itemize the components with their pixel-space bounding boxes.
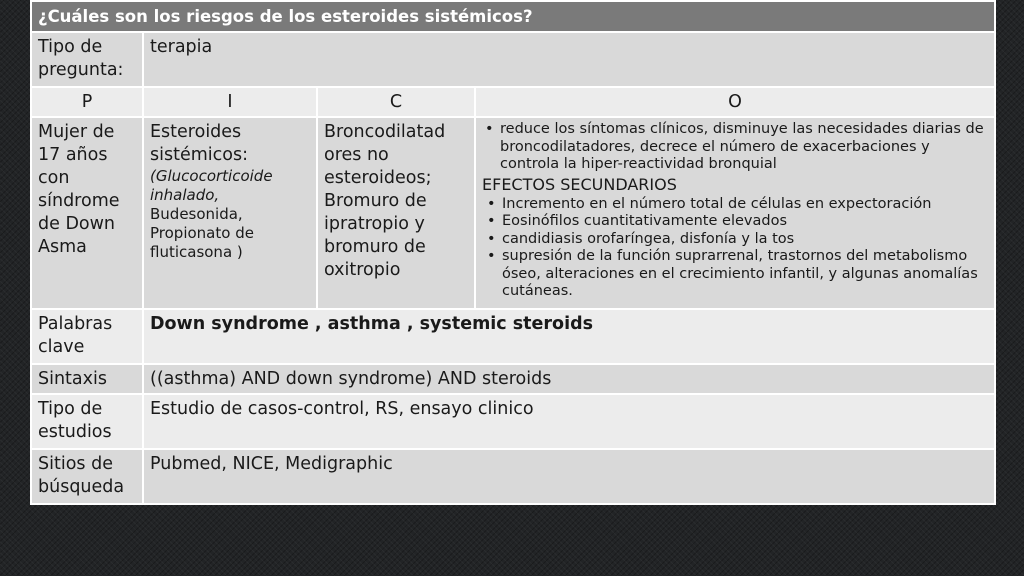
search-sites-label: Sitios de búsqueda (31, 449, 143, 504)
keywords-row (31, 309, 995, 364)
study-type-row (31, 394, 995, 449)
keywords-value: Down syndrome , asthma , systemic steroids (143, 309, 995, 364)
table-title: ¿Cuáles son los riesgos de los esteroides sistémicos? (31, 1, 995, 32)
header-p: P (31, 87, 143, 117)
side-effect-item: • Incremento en el número total de células en expectoración (502, 196, 988, 214)
syntax-value: ((asthma) AND down syndrome) AND steroids (143, 364, 995, 394)
intervention-main: Esteroides sistémicos: (150, 122, 248, 165)
intervention-paren: (Glucocorticoide inhalado, (150, 167, 273, 204)
title-row (31, 1, 995, 32)
search-sites-row (31, 449, 995, 504)
outcome-cell (475, 117, 995, 309)
syntax-label: Sintaxis (31, 364, 143, 394)
search-sites-value: Pubmed, NICE, Medigraphic (143, 449, 995, 504)
side-effects-list (482, 196, 988, 301)
question-type-label: Tipo de pregunta: (31, 32, 143, 87)
side-effect-item: • Eosinófilos cuantitativamente elevados (502, 213, 988, 231)
side-effect-item: • candidiasis orofaríngea, disfonía y la tos (502, 231, 988, 249)
intervention-rest: Budesonida, Propionato de fluticasona ) (150, 205, 254, 261)
header-i: I (143, 87, 317, 117)
question-type-row (31, 32, 995, 87)
header-c: C (317, 87, 475, 117)
study-type-label: Tipo de estudios (31, 394, 143, 449)
syntax-row (31, 364, 995, 394)
pico-content-row (31, 117, 995, 309)
pico-header-row (31, 87, 995, 117)
side-effects-heading: EFECTOS SECUNDARIOS (482, 174, 677, 194)
keywords-label: Palabras clave (31, 309, 143, 364)
side-effect-item: • supresión de la función suprarrenal, trastornos del metabolismo óseo, alteraciones en el crecimiento infantil, y algunas anomalías cutáneas. (502, 248, 988, 301)
pico-table (30, 0, 996, 505)
pico-table-container (30, 0, 994, 500)
question-type-value: terapia (143, 32, 995, 87)
intervention-cell (143, 117, 317, 309)
outcome-benefit: • reduce los síntomas clínicos, disminuye las necesidades diarias de broncodilatadores, decrece el número de exacerbaciones y controla la hiper-reactividad bronquial (500, 121, 988, 174)
comparison-cell: Broncodilatad ores no esteroideos; Bromuro de ipratropio y bromuro de oxitropio (317, 117, 475, 309)
header-o: O (475, 87, 995, 117)
study-type-value: Estudio de casos-control, RS, ensayo clinico (143, 394, 995, 449)
outcome-benefit-list (482, 121, 988, 174)
population-cell: Mujer de 17 años con síndrome de Down Asma (31, 117, 143, 309)
